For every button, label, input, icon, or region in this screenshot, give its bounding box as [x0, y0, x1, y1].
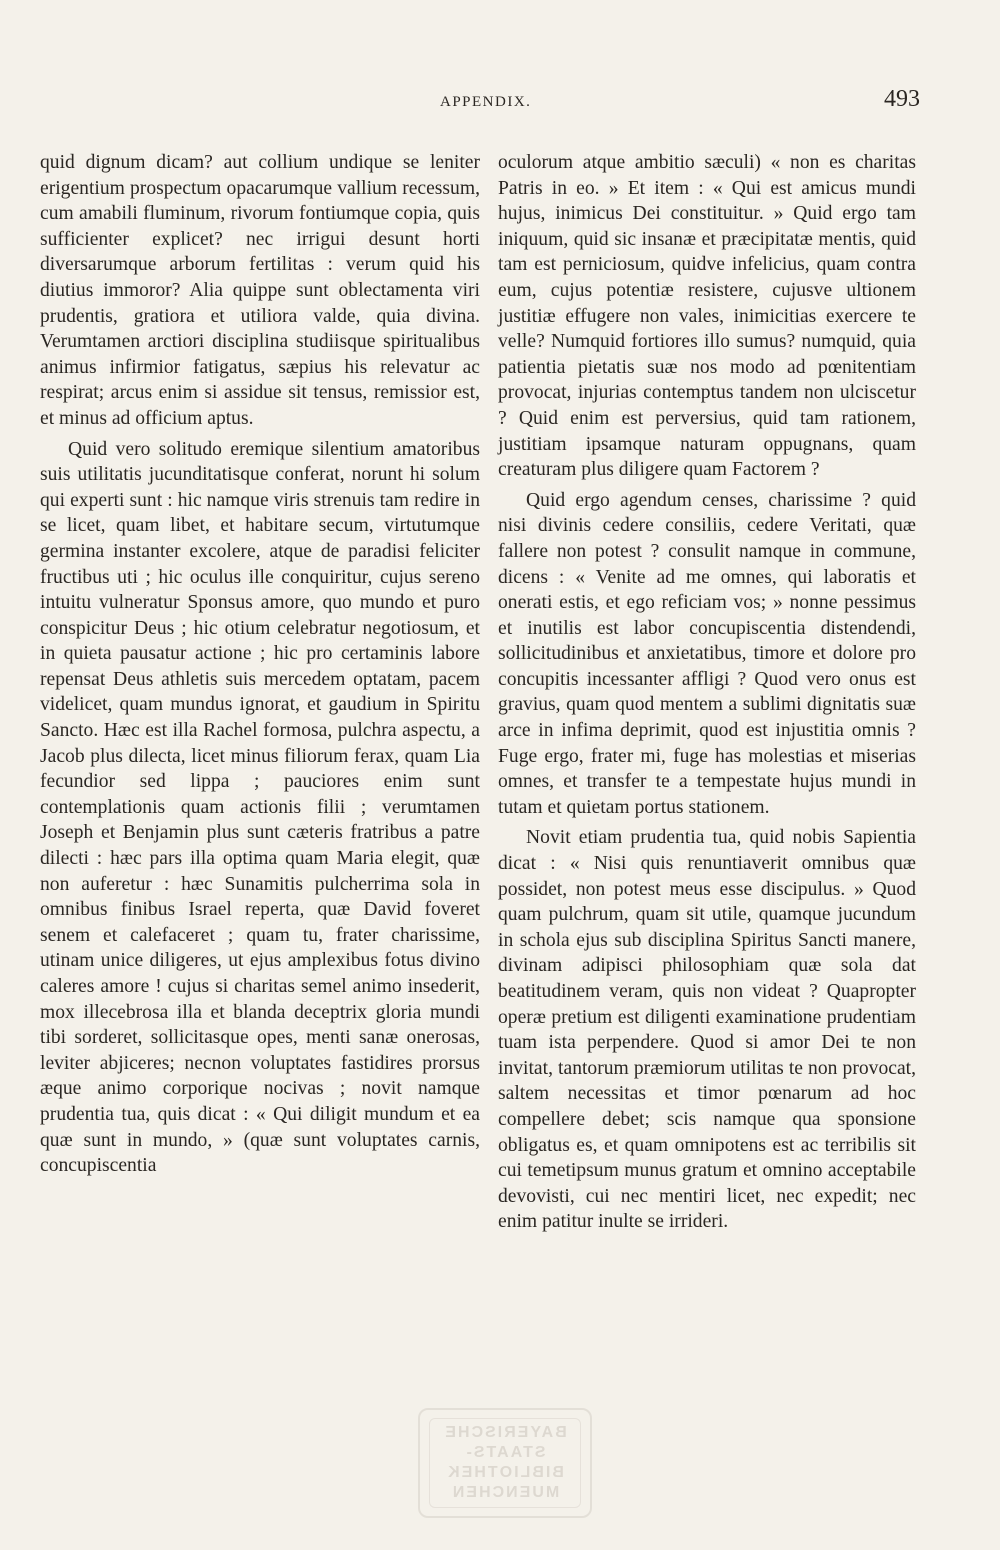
stamp-line-2: STAATS- [464, 1444, 546, 1461]
right-column [498, 150, 916, 1235]
left-column [40, 150, 480, 1179]
right-paragraph-1: oculorum atque ambitio sæculi) « non es charitas Patris in eo. » Et item : « Qui est amicus mundi hujus, inimicus Dei constituitur. » Quid ergo tam iniquum, quid sic insanæ et præcipitatæ mentis, quid tam est perniciosum, quidve infelicius, quam contra eum, cujus potentiæ resistere, cujusve ultionem justitiæ effugere non vales, inimicitias exercere te velle? Numquid fortiores illo sumus? numquid, quia patientia pietatis suæ nos modo ad pœnitentiam provocat, injurias contemptus tandem non ulciscetur ? Quid enim est perversius, quid tam rationem, justitiam ipsamque naturam oppugnans, quam creaturam plus diligere quam Factorem ? [498, 152, 916, 481]
right-paragraph-2: Quid ergo agendum censes, charissime ? quid nisi divinis cedere consiliis, cedere Veritati, quæ fallere non potest ? consulit namque in commune, dicens : « Venite ad me omnes, qui laboratis et onerati estis, et ego reficiam vos; » nonne pessimus et inutilis est labor concupiscentia distendendi, sollicitudinibus et anxietatibus, timore et dolore pro concupitis incessanter affligi ? Quod vero onus est gravius, quam quod mentem a sublimi dignitatis suæ arce in infima deprimit, quod est injustitia omnis ? Fuge ergo, frater mi, fuge has molestias et miserias omnes, et transfer te a tempestate hujus mundi in tutam et quietam portus stationem. [498, 489, 916, 818]
page-header [40, 86, 920, 122]
page-number: 493 [884, 86, 920, 112]
library-stamp-text [429, 1418, 581, 1508]
stamp-line-1: BAYERISCHE [443, 1424, 567, 1441]
left-paragraph-2: Quid vero solitudo eremique silentium amatoribus suis utilitatis jucunditatisque conferat, norunt hi solum qui experti sunt : hic namque viris strenuis tam redire in se licet, quam libet, et habitare secum, virtutumque germina instanter excolere, atque de paradisi feliciter fructibus uti ; hic oculus ille conquiritur, cujus sereno intuitu vulneratur Sponsus amore, quo mundo et puro conspicitur Deus ; hic otium celebratur negotiosum, et in quieta pausatur actione ; hic pro certaminis labore repensat Deus athletis suis mercedem optatam, pacem videlicet, quam mundus ignorat, et gaudium in Spiritu Sancto. Hæc est illa Rachel formosa, pulchra aspectu, a Jacob plus dilecta, licet minus filiorum ferax, quam Lia fecundior sed lippa ; pauciores enim sunt contemplationis quam actionis filii ; verumtamen Joseph et Benjamin plus sunt cæteris fratribus a patre dilecti : hæc pars illa optima quam Maria elegit, quæ non auferetur : hæc Sunamitis pulcherrima sola in omnibus finibus Israel reperta, quæ David foveret senem et calefaceret ; quam tu, frater charissime, utinam unice diligeres, ut ejus amplexibus fotus divino caleres amore ! cujus si charitas semel animo insederit, mox illecebrosa illa et blanda deceptrix gloria mundi tibi sorderet, sollicitasque opes, menti sanæ onerosas, leviter abjiceres; necnon voluptates fastidires prorsus æque animo corporique nocivas ; novit namque prudentia tua, quis dicat : « Qui diligit mundum et ea quæ sunt in mundo, » (quæ sunt voluptates carnis, concupiscentia [40, 438, 480, 1177]
library-stamp [418, 1408, 592, 1518]
running-title: APPENDIX. [440, 94, 532, 110]
left-paragraph-1: quid dignum dicam? aut collium undique se leniter erigentium prospectum opacarumque vallium recessum, cum amabili fluminum, rivorum fontiumque copia, quis sufficienter explicet? nec irrigui desunt horti diversarumque arborum fertilitas : verum quid his diutius immoror? Alia quippe sunt oblectamenta viri prudentis, gratiora et utiliora valde, quia divina. Verumtamen arctiori disciplina studiisque spiritualibus animus infirmior fatigatus, sæpius his relevatur ac respirat; arcus enim si assidue sit tensus, remissior est, et minus ad officium aptus. [40, 152, 480, 429]
stamp-line-3: BIBLIOTHEK [446, 1464, 564, 1481]
stamp-line-4: MUENCHEN [450, 1484, 560, 1501]
right-paragraph-3: Novit etiam prudentia tua, quid nobis Sapientia dicat : « Nisi quis renuntiaverit omnibus quæ possidet, non potest meus esse discipulus. » Quod quam pulchrum, quam sit utile, quamque jucundum in schola ejus sub disciplina Spiritus Sancti manere, divinam adipisci philosophiam quæ sola dat beatitudinem veram, quis non videat ? Quapropter operæ pretium est diligenti examinatione prudentiam tuam ista perpendere. Quod si amor Dei te non invitat, tantorum præmiorum utilitas te non provocat, saltem necessitas et timor pœnarum ad hoc compellere debet; scis namque qua sponsione obligatus es, et quam omnipotens est ac terribilis sit cui temetipsum munus gratum et omnino acceptabile devovisti, cui nec mentiri licet, nec expedit; nec enim patitur inulte se irrideri. [498, 827, 916, 1233]
